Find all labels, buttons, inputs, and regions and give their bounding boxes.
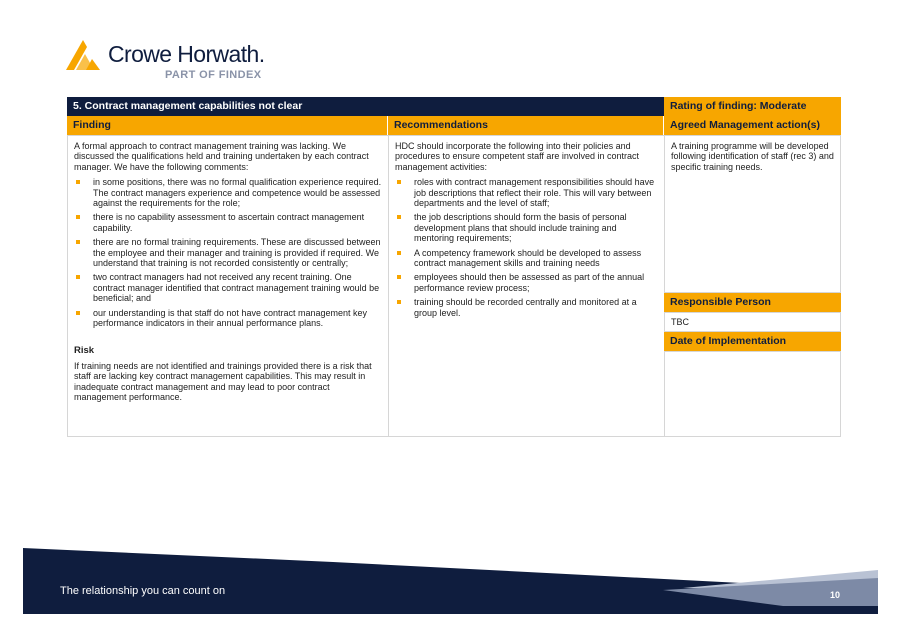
finding-table	[67, 97, 841, 437]
agreed-actions-header: Agreed Management action(s)	[664, 116, 841, 135]
page-number: 10	[829, 590, 840, 600]
list-item: there are no formal training requirements. These are discussed between the employee and their manager and training is provided if required. We understand that training is not recorded consistently or centrally;	[74, 237, 382, 268]
recommendations-header: Recommendations	[388, 116, 664, 135]
list-item: there is no capability assessment to ascertain contract management capability.	[74, 212, 382, 233]
footer-tagline: The relationship you can count on	[60, 585, 226, 597]
agreed-actions-cell	[664, 135, 841, 293]
footer-band	[23, 548, 878, 614]
responsible-person-header: Responsible Person	[664, 293, 841, 312]
date-implementation-header: Date of Implementation	[664, 332, 841, 351]
date-implementation-value	[664, 351, 841, 437]
list-item: roles with contract management responsibilities should have job descriptions that reflect their role. This will vary between departments and the level of staff;	[395, 177, 658, 208]
list-item: A competency framework should be developed to assess contract management skills and training needs	[395, 248, 658, 269]
finding-header: Finding	[67, 116, 388, 135]
list-item: the job descriptions should form the basis of personal development plans that should include training and mentoring requirements;	[395, 212, 658, 243]
recommendations-bullets	[395, 177, 658, 318]
rating-label: Rating of finding: Moderate	[664, 97, 841, 116]
list-item: employees should then be assessed as part of the annual performance review process;	[395, 272, 658, 293]
logo-mark-icon	[66, 38, 104, 72]
list-item: in some positions, there was no formal qualification experience required. The contract managers experience and competence would be assessed against the requirements for the role;	[74, 177, 382, 208]
recommendations-intro: HDC should incorporate the following into their policies and procedures to ensure competent staff are involved in contract management activities:	[395, 141, 639, 172]
finding-cell	[67, 135, 389, 437]
recommendations-cell	[388, 135, 665, 437]
crowe-horwath-logo	[66, 38, 266, 88]
list-item: two contract managers had not received any recent training. One contract manager identified that contract management training would be beneficial; and	[74, 272, 382, 303]
finding-bullets	[74, 177, 382, 328]
brand-name: Crowe Horwath.	[108, 41, 265, 67]
risk-title: Risk	[74, 344, 95, 356]
agreed-actions-text: A training programme will be developed following identification of staff (rec 3) and specific training needs.	[671, 141, 834, 172]
risk-text: If training needs are not identified and trainings provided there is a risk that staff are lacking key contract management capabilities. This may result in inadequate contract management and may lead to poor contract management performance.	[74, 360, 372, 403]
section-title: 5. Contract management capabilities not clear	[67, 97, 664, 116]
brand-subtitle: PART OF FINDEX	[165, 69, 262, 81]
list-item: training should be recorded centrally and monitored at a group level.	[395, 297, 658, 318]
footer-graphic	[23, 548, 878, 614]
responsible-person-value: TBC	[664, 312, 841, 332]
finding-intro: A formal approach to contract management training was lacking. We discussed the qualifications held and training undertaken by each contract manager. We have the following comments:	[74, 141, 369, 172]
list-item: our understanding is that staff do not have contract management key performance indicators in their annual performance plans.	[74, 308, 382, 329]
